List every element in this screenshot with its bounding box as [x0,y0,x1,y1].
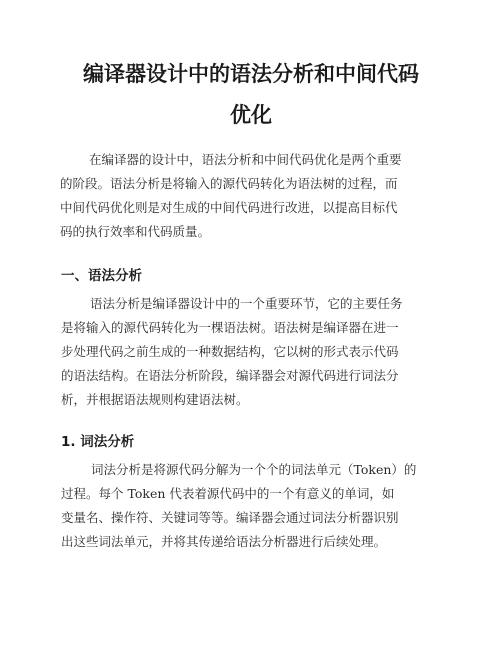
document-title-line-1: 编译器设计中的语法分析和中间代码 [83,62,419,86]
section-1-line: 的语法结构。在语法分析阶段，编译器会对源代码进行词法分 [61,368,399,383]
subsection-heading-lexical-analysis: 1. 词法分析 [61,434,135,450]
intro-line: 中间代码优化则是对生成的中间代码进行改进，以提高目标代 [60,200,398,215]
subsection-1-line: 出这些词法单元，并将其传递给语法分析器进行后续处理。 [61,534,387,549]
section-1-line: 语法分析是编译器设计中的一个重要环节，它的主要任务 [90,296,403,311]
intro-line: 在编译器的设计中，语法分析和中间代码优化是两个重要 [89,152,402,167]
section-1-line: 是将输入的源代码转化为一棵语法树。语法树是编译器在进一 [61,320,399,335]
intro-line: 的阶段。语法分析是将输入的源代码转化为语法树的过程，而 [60,176,398,191]
document-title-line-2: 优化 [230,103,272,127]
subsection-1-line: 过程。每个 Token 代表着源代码中的一个有意义的单词，如 [61,486,395,501]
intro-line: 码的执行效率和代码质量。 [60,224,211,239]
subsection-1-line: 变量名、操作符、关键词等等。编译器会通过词法分析器识别 [61,510,399,525]
section-1-line: 步处理代码之前生成的一种数据结构，它以树的形式表示代码 [61,344,399,359]
subsection-1-line: 词法分析是将源代码分解为一个个的词法单元（Token）的 [91,462,417,477]
section-1-line: 析，并根据语法规则构建语法树。 [61,392,249,407]
section-heading-syntax-analysis: 一、语法分析 [61,268,142,284]
